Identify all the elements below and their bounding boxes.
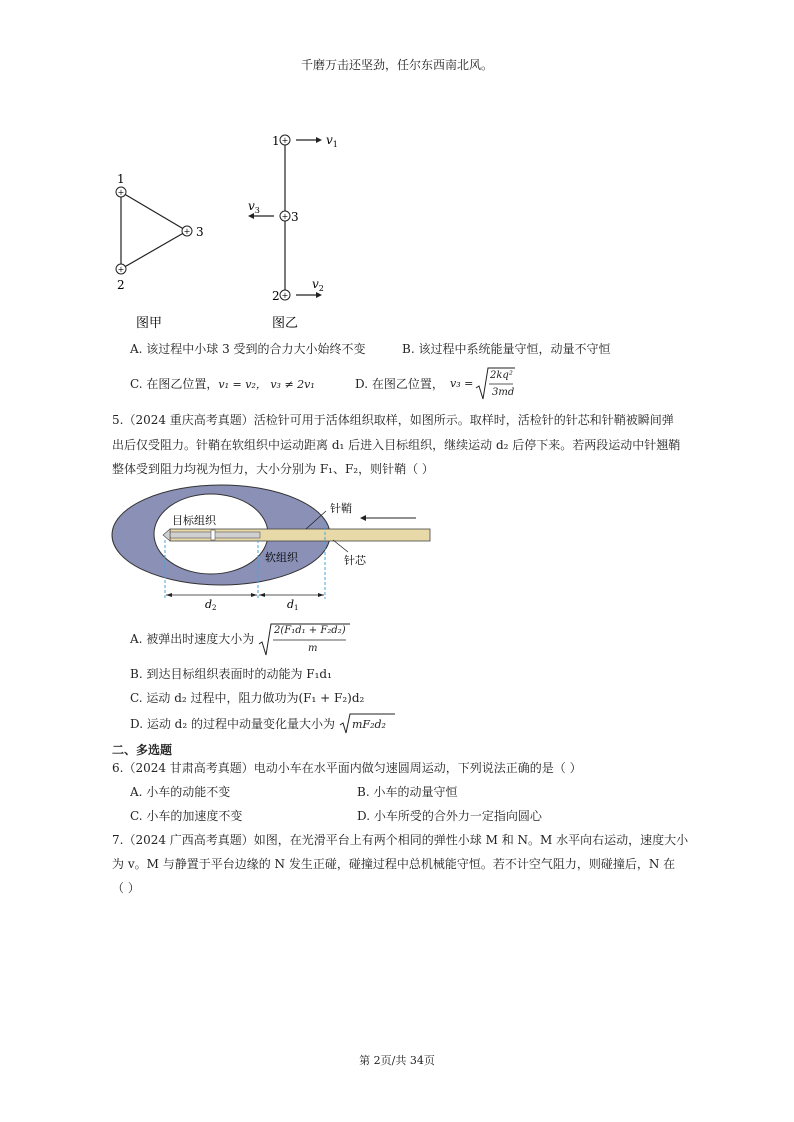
section-title-multiple-choice: 二、多选题 <box>112 743 173 757</box>
d1-label: d <box>287 598 295 611</box>
v1-label: v <box>326 133 333 147</box>
svg-text:+: + <box>281 212 289 221</box>
q4-option-c-formula: v₁ = v₂， v₃ ≠ 2v₁ <box>218 378 315 391</box>
q6-option-b: B. 小车的动量守恒 <box>357 785 458 799</box>
q4-option-c: C. 在图乙位置，v₁ = v₂， v₃ ≠ 2v₁ <box>130 377 315 391</box>
figure-jia <box>116 172 204 331</box>
sheath-label: 针鞘 <box>330 502 352 515</box>
q5-stem-line3: 整体受到阻力均视为恒力，大小分别为 F₁、F₂，则针鞘（ ） <box>112 462 434 476</box>
soft-tissue-label: 软组织 <box>265 551 298 564</box>
q5-option-a: A. 被弹出时速度大小为 2(F₁d₁ + F₂d₂) m <box>130 622 390 658</box>
q4-option-a: A. 该过程中小球 3 受到的合力大小始终不变 <box>130 342 366 356</box>
q7-stem-line3: （ ） <box>112 881 140 895</box>
jia-label-3: 3 <box>196 225 204 239</box>
svg-text:v1: $v_1$ <box>326 133 338 149</box>
q7-stem-line1: 7.（2024 广西高考真题）如图，在光滑平台上有两个相同的弹性小球 M 和 N。M 水平向右运动，速度大小 <box>112 833 689 847</box>
biopsy-needle-figure <box>108 484 438 614</box>
v2-label: v <box>312 277 319 291</box>
yi-label-2: 2 <box>272 289 280 303</box>
q6-option-c: C. 小车的加速度不变 <box>130 809 243 823</box>
figure-jia-yi <box>100 125 360 335</box>
page-header-motto: 千磨万击还坚劲，任尔东西南北风。 <box>300 58 493 72</box>
yi-label-3: 3 <box>291 210 299 224</box>
figure-yi <box>248 133 338 331</box>
svg-text:+: + <box>183 227 191 236</box>
q5-option-c: C. 运动 d₂ 过程中，阻力做功为(F₁ + F₂)d₂ <box>130 691 365 705</box>
svg-text:+: + <box>117 265 125 274</box>
svg-text:d1: d1 <box>287 598 299 612</box>
svg-text:v3: $v_3$ <box>248 199 260 215</box>
yi-caption: 图乙 <box>272 316 299 331</box>
q7-stem-line2: 为 v。M 与静置于平台边缘的 N 发生正碰，碰撞过程中总机械能守恒。若不计空气阻力，则碰撞后，N 在 <box>112 857 676 871</box>
svg-text:d2: d2 <box>205 598 217 612</box>
v3-label: v <box>248 199 255 213</box>
svg-text:v2: $v_2$ <box>312 277 324 293</box>
page-number: 第 2页/共 34页 <box>359 1054 435 1067</box>
jia-caption: 图甲 <box>136 316 163 331</box>
target-tissue-label: 目标组织 <box>172 514 216 527</box>
svg-text:+: + <box>281 136 289 145</box>
yi-label-1: 1 <box>272 134 280 148</box>
svg-text:+: + <box>281 291 289 300</box>
q6-option-a: A. 小车的动能不变 <box>130 785 231 799</box>
q6-option-d: D. 小车所受的合外力一定指向圆心 <box>357 809 542 823</box>
q4-option-b: B. 该过程中系统能量守恒，动量不守恒 <box>402 342 611 356</box>
jia-label-2: 2 <box>117 278 125 292</box>
d2-label: d <box>205 598 213 611</box>
q5-stem-line1: 5.（2024 重庆高考真题）活检针可用于活体组织取样，如图所示。取样时，活检针的针芯和针鞘被瞬间弹 <box>112 413 674 427</box>
svg-text:+: + <box>117 188 125 197</box>
q5-option-b: B. 到达目标组织表面时的动能为 F₁d₁ <box>130 667 332 681</box>
q6-stem: 6.（2024 甘肃高考真题）电动小车在水平面内做匀速圆周运动，下列说法正确的是（ ） <box>112 761 582 775</box>
jia-label-1: 1 <box>117 172 125 186</box>
core-label: 针芯 <box>344 554 366 567</box>
q5-stem-line2: 出后仅受阻力。针鞘在软组织中运动距离 d₁ 后进入目标组织，继续运动 d₂ 后停下来。若两段运动中针翘鞘 <box>112 438 681 452</box>
